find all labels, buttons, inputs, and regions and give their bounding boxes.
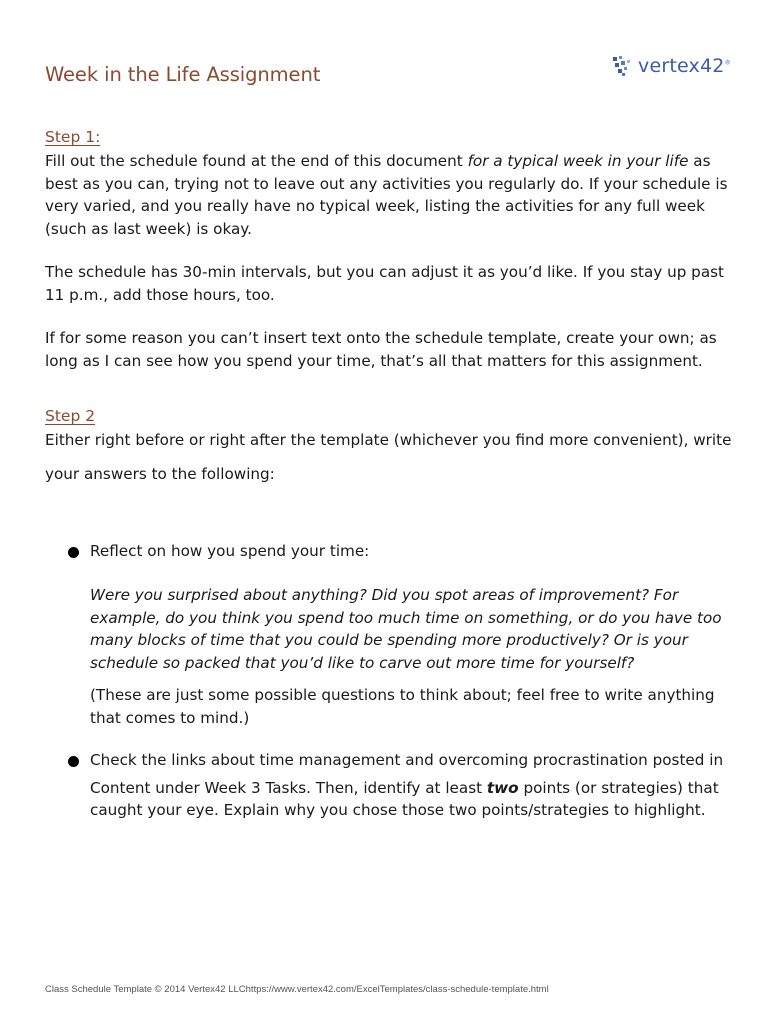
step1-heading: Step 1:	[45, 128, 101, 146]
step2-intro-line-2: your answers to the following:	[45, 465, 275, 483]
reflection-questions: Were you surprised about anything? Did you spot areas of improvement? For example, do you think you spend too much time on something, or do you have too many blocks of time that you could be spending more productively? Or is your schedule so packed that you’d like to carve out more time for yourself?	[90, 586, 722, 672]
document-title: Week in the Life Assignment	[45, 63, 321, 86]
reflection-note: (These are just some possible questions to think about; feel free to write anything that comes to mind.)	[90, 686, 715, 727]
bullet-text: Reflect on how you spend your time:	[90, 542, 370, 560]
bullet-icon	[68, 547, 79, 558]
step1-paragraph-1: Fill out the schedule found at the end of this document for a typical week in your life as best as you can, trying not to leave out any activities you regularly do. If your schedule is very varied, and you really have no typical week, listing the activities for any full week (such as last week) is okay.	[45, 152, 728, 238]
page-footer: Class Schedule Template © 2014 Vertex42 LLChttps://www.vertex42.com/ExcelTemplates/class-schedule-template.html	[45, 984, 549, 995]
step1-paragraph-2: The schedule has 30-min intervals, but you can adjust it as you’d like. If you stay up past 11 p.m., add those hours, too.	[45, 263, 724, 304]
step1-paragraph-3: If for some reason you can’t insert text onto the schedule template, create your own; as long as I can see how you spend your time, that’s all that matters for this assignment.	[45, 329, 717, 370]
vertex42-logo-icon	[612, 55, 634, 77]
bullet-icon	[68, 756, 79, 767]
step2-intro-line-1: Either right before or right after the template (whichever you find more convenient), write	[45, 431, 732, 449]
step2-heading: Step 2	[45, 407, 96, 425]
vertex42-logo	[612, 52, 731, 80]
vertex42-logo-text: vertex42®	[638, 55, 731, 77]
bullet-text: Check the links about time management and overcoming procrastination posted in Content under Week 3 Tasks. Then, identify at least two points (or strategies) that caught your eye. Explain why you chose those two points/strategies to highlight.	[90, 751, 724, 819]
